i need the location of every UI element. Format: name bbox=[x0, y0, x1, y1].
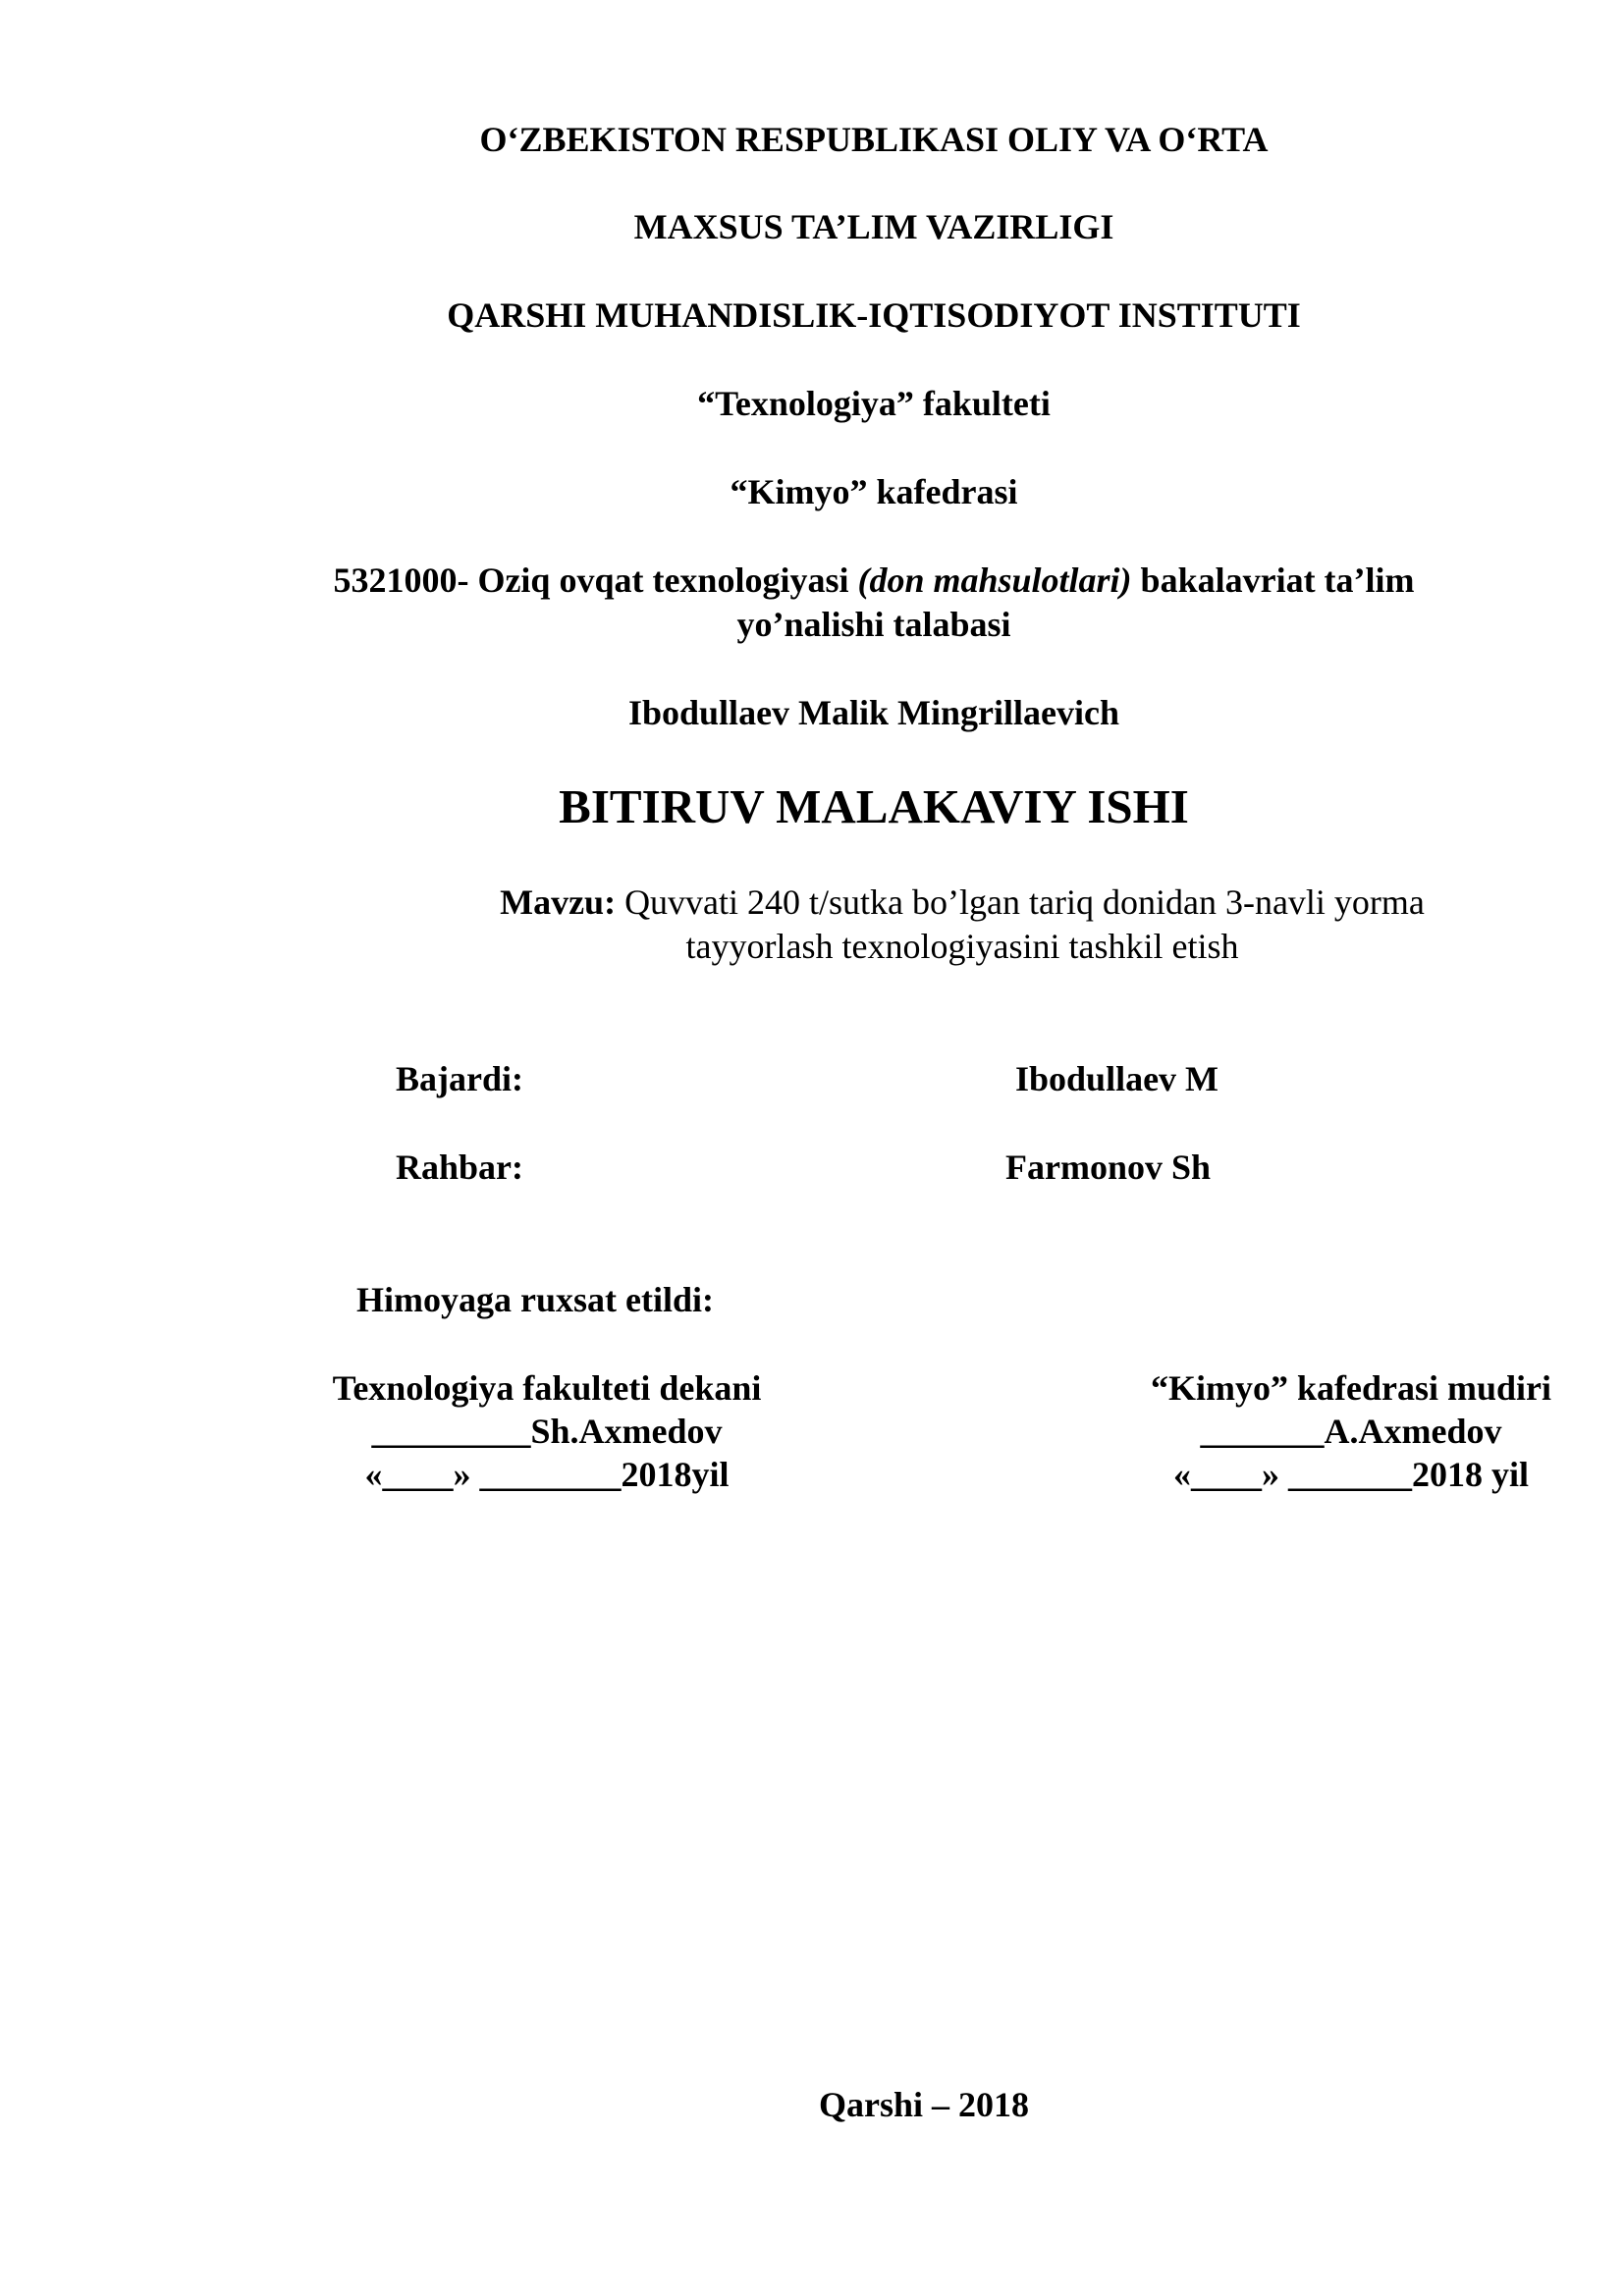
document-title: BITIRUV MALAKAVIY ISHI bbox=[559, 779, 1189, 833]
specialty-line-2: yo’nalishi talabasi bbox=[736, 605, 1011, 644]
dean-title: Texnologiya fakulteti dekani bbox=[332, 1368, 762, 1408]
signature-block-head bbox=[1096, 1366, 1606, 1496]
role-label-performer: Bajardi: bbox=[396, 1059, 523, 1098]
department-name: “Kimyo” kafedrasi bbox=[730, 472, 1018, 511]
head-title: “Kimyo” kafedrasi mudiri bbox=[1150, 1368, 1551, 1408]
head-sign-line: _______A.Axmedov bbox=[1200, 1412, 1502, 1451]
institute-name: QARSHI MUHANDISLIK-IQTISODIYOT INSTITUTI bbox=[447, 295, 1301, 335]
ministry-line-1: O‘ZBEKISTON RESPUBLIKASI OLIY VA O‘RTA bbox=[479, 120, 1269, 159]
approval-heading: Himoyaga ruxsat etildi: bbox=[356, 1280, 714, 1319]
topic-line-1 bbox=[412, 881, 1512, 924]
role-value-supervisor: Farmonov Sh bbox=[1005, 1148, 1212, 1187]
faculty-name: “Texnologiya” fakulteti bbox=[697, 384, 1051, 423]
specialty-line-1 bbox=[0, 559, 1624, 602]
footer-city-year: Qarshi – 2018 bbox=[819, 2085, 1030, 2124]
student-name: Ibodullaev Malik Mingrillaevich bbox=[627, 693, 1120, 732]
specialty-italic: (don mahsulotlari) bbox=[857, 561, 1132, 600]
role-label-supervisor: Rahbar: bbox=[396, 1148, 524, 1187]
role-value-performer: Ibodullaev M bbox=[1015, 1059, 1219, 1098]
specialty-prefix: 5321000- Oziq ovqat texnologiyasi bbox=[333, 561, 858, 600]
topic-label: Mavzu: bbox=[500, 882, 617, 922]
specialty-suffix: bakalavriat ta’lim bbox=[1131, 561, 1415, 600]
ministry-line-2: MAXSUS TA’LIM VAZIRLIGI bbox=[633, 207, 1114, 246]
topic-text-1: Quvvati 240 t/sutka bo’lgan tariq donidan 3-navli yorma bbox=[616, 882, 1425, 922]
head-date-line: «____» _______2018 yil bbox=[1172, 1455, 1529, 1494]
signature-block-dean bbox=[282, 1366, 812, 1496]
dean-date-line: «____» ________2018yil bbox=[364, 1455, 730, 1494]
dean-sign-line: _________Sh.Axmedov bbox=[371, 1412, 723, 1451]
topic-line-2: tayyorlash texnologiyasini tashkil etish bbox=[685, 927, 1239, 966]
